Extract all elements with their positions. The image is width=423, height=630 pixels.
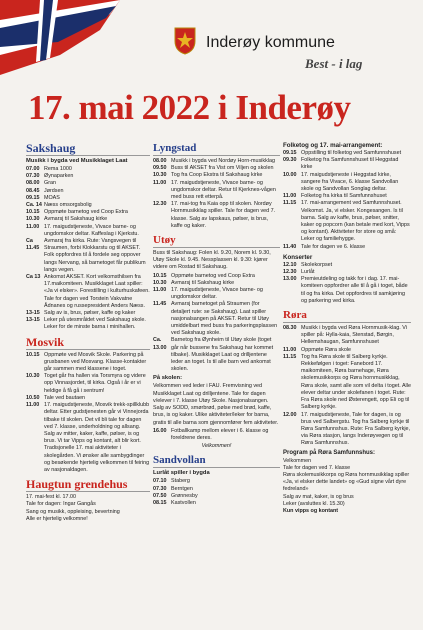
schedule-time: 08.30 — [283, 325, 297, 332]
schedule-row — [26, 209, 150, 216]
schedule-time: Ca. 13.00 — [153, 337, 167, 351]
text-line: 17. mai-fest kl. 17.00 — [26, 494, 77, 501]
schedule-time: Ca 13 — [26, 274, 41, 281]
text-line: Leker (avsluttes kl. 15.30) — [283, 500, 345, 507]
schedule-description: Gran — [44, 180, 56, 187]
schedule-row — [283, 200, 411, 243]
schedule-row — [153, 180, 280, 202]
schedule-row — [153, 280, 280, 287]
schedule-row — [26, 195, 150, 202]
schedule-rora — [283, 325, 411, 447]
schedule-row — [283, 193, 411, 200]
schedule-description: Oppmøte ved Mosvik Skole. Parkering på grusbanen ved Mosvang. Klasse-kontakter går sammen med klassene i toget. — [44, 351, 147, 373]
schedule-row — [283, 172, 411, 194]
schedule-time: 11.45 — [153, 301, 167, 308]
schedule-mosvik — [26, 352, 150, 474]
tagline: Best - i lag — [305, 56, 363, 71]
schedule-time: 10.15 — [26, 351, 40, 358]
schedule-row — [153, 493, 280, 500]
schedule-row — [283, 325, 411, 347]
schedule-time: 10.15 — [26, 209, 40, 216]
schedule-description: Salg av is, brus, pølser, kaffe og kaker — [44, 310, 136, 317]
schedule-description: Jørdsen — [44, 187, 64, 194]
schedule-utoy — [153, 273, 280, 374]
schedule-time: 08.45 — [26, 187, 40, 194]
schedule-row — [26, 317, 150, 331]
schedule-time: 12.30 — [283, 269, 297, 276]
text-line: Tale for dagen: Ingar Gangås — [26, 501, 96, 508]
section-heading-mosvik: Mosvik — [26, 336, 150, 350]
schedule-time: 09.15 — [26, 194, 40, 201]
schedule-row — [26, 395, 150, 402]
schedule-description: Grønnesby — [171, 492, 198, 499]
schedule-description: Leker på utesmråidet ved Sakshaug skole. Leker for de minste barna i minihallen. — [44, 317, 146, 331]
section-heading-rora: Røra — [283, 309, 411, 323]
subheading-rora-program: Program på Røra Samfunnshus: — [283, 449, 376, 456]
column-right — [283, 138, 411, 628]
schedule-row — [283, 157, 411, 171]
schedule-row — [26, 274, 150, 310]
schedule-time: 07.00 — [26, 166, 40, 172]
schedule-row — [153, 428, 280, 442]
schedule-description: 17. mai-tog fra Kaia opp til skolen. Nordøy Hornmusikklag spiller. Tale for dagen ved 7. klasse. Salg av lapskaus, pølser, is brus, kaffe og kaker. — [171, 201, 276, 229]
schedule-description: Buss til AKSET fra Vist om Viljen og skolen — [171, 165, 274, 172]
schedule-description: 17. maigudstjeneste, Tale for dagen, is og brus ved Salbergstu. Tog fra Salberg kyrkje til Røra Samfunnshus. Rute: Fra Salberg kyrkje, via Røra stasjon, langs Inderøyvegen og til Røra Samfunnshus. — [301, 411, 411, 447]
schedule-description: Musikk i bygda ved Røra Hornmusik-klag. Vi spiller på: Hylla-kaia, Stenstad, Børgin, Hellemshaugan, Samfunnshuset — [301, 325, 407, 346]
schedule-description: MOAS — [44, 194, 60, 201]
schedule-row — [26, 373, 150, 395]
schedule-description: Tale ved bautaen — [44, 394, 86, 401]
schedule-row — [26, 180, 150, 187]
text-line: Kun vipps og kontant — [283, 507, 339, 514]
schedule-row — [26, 202, 150, 209]
schedule-description: Næss omsorgsbolig — [44, 202, 92, 209]
schedule-description: Avmarsj barnetoget på Straumen (for detaljert rute: se Sakshaug). Laat spiller nasjonalsangen på AKSET. Retur til Utøy umiddelbart med buss fra parkeringsplassen ved Sakshaug skole. — [171, 301, 278, 337]
schedule-description: Øynaparken — [44, 173, 74, 180]
schedule-row — [153, 201, 280, 230]
schedule-row — [283, 412, 411, 448]
schedule-row — [283, 262, 411, 269]
subheading-lurlat: Lurlåt spiller i bygda — [153, 470, 210, 477]
schedule-row — [153, 172, 280, 179]
schedule-description: Avmarsj til Sakshaug kirke — [171, 279, 235, 286]
municipality-name: Inderøy kommune — [206, 34, 335, 51]
text-line: Salg av mat, kaker, is og brus — [283, 493, 354, 500]
utoy-bus-info: Buss til Sakshaug: Folen kl. 9.20, Norem kl. 9.30, Utøy Skole kl. 9.45. Nessplassen kl. 9.30: kjører videre om Rostad til Sakshaug. — [153, 250, 271, 271]
schedule-time: 07.50 — [153, 492, 167, 499]
municipality-crest-icon — [174, 27, 196, 55]
section-heading-sandvollan: Sandvollan — [153, 454, 280, 468]
section-heading-utoy: Utøy — [153, 234, 280, 248]
schedule-time: 08.00 — [153, 158, 167, 164]
schedule-utoy-afternoon — [153, 428, 280, 442]
schedule-description: Oppmøte barnetog ved Coop Extra — [171, 272, 255, 279]
schedule-row — [153, 478, 280, 485]
schedule-sandvollan — [153, 478, 280, 507]
schedule-row — [153, 301, 280, 337]
schedule-description: Oppmøte Røra skole — [301, 346, 352, 353]
text-line: Røra skolemusikkorps og Røra hornmusikklag spiller «Ja, vi elsker dette landet» og «Gud signe vårt dyre fedreland» — [283, 471, 410, 493]
subheading-konserter: Konserter — [283, 253, 313, 261]
schedule-time: Ca. 14 — [26, 202, 42, 209]
schedule-description: 17. mai-arrangement ved Samfunnshuset. Velkomst. Ja, vi elsker. Kongesangen. Is til barna. Salg av kaffe, brus, pølser, snitter, kaker og popcorn (kan betale med kort, Vipps og kontant). Aktiviteter for store og små: Leker og familiehygge. — [301, 200, 410, 243]
schedule-time: 11.00 — [283, 193, 297, 200]
schedule-time: 11.00 — [153, 179, 167, 186]
schedule-description: Berntgen — [171, 485, 193, 492]
schedule-description: Tog fra Røra skole til Salberg kyrkje. Rekkefølgen i toget: Fanebord 17. maikomiteen, Røra barnehage, Røra skolemusikkorps og Røra hornmusikklag, Røra skole, samt alle som vil delta i toget. Alle elever deltar under skolefanen i toget. Rute: Fra Røra skole ned Østerengett, opp Eli og til Salberg kyrkje. — [301, 353, 411, 411]
schedule-description: 17. maigudstjeneste, Vivace barne- og ungdomskor deltar. — [171, 287, 263, 301]
section-heading-sakshaug: Sakshaug — [26, 142, 150, 156]
schedule-time: 07.30 — [26, 173, 40, 180]
schedule-row — [153, 486, 280, 493]
schedule-description: 17. maigudstjeneste i Heggstad kirke, sangere fra Vivace, 6. klasse Sandvollan skole og Sandvollan Songlag deltar. — [301, 171, 399, 193]
rora-program — [283, 458, 411, 516]
schedule-description: Premieutdeling og takk for i dag. 17. mai-komiteen oppfordrer alle til å gå i toget, både til og fra kirka. Det oppfordres til samkjøring og parkering ved kirka. — [301, 276, 408, 304]
schedule-row — [153, 165, 280, 172]
schedule-description: Avmarsj til Sakshaug kirke — [44, 216, 108, 223]
schedule-description: Tale for dagen ve 6. klasse — [301, 243, 366, 250]
schedule-description: Tog fra Coop Ekstra til Sakshaug kirke — [171, 172, 263, 179]
schedule-description: Toget går fra hallen via Torsmyra og videre opp Vinnasjordet, til kirka. Også i år er vi heldige å få gå i sentrum! — [44, 373, 146, 394]
schedule-description: Tradisjonelle 17. mai aktiviteter i skolegården. Vi ønsker alle sambygdinger og besøkende hjertelig velkommen til feiring av nasjonaldagen. — [44, 445, 150, 473]
norwegian-flag-image — [0, 0, 120, 75]
schedule-time: 13.00 — [283, 276, 297, 283]
schedule-time: 13-15 — [26, 317, 40, 324]
schedule-time: 10.15 — [153, 272, 167, 279]
schedule-row — [283, 347, 411, 354]
schedule-description: Ankomst AKSET. Kort velkomsthilsen fra 17.maikomiteen. Musikklaget Laat spiller: «Ja vi elsker». Forestilling i kulturhuskafeen. Tale for dagen ved Torstein Vakvatne Ådnanes og russepresident Anders Næss. — [44, 274, 150, 309]
schedule-description: Barnetog fra Øynheim til Utøy skole (toget går når bussene fra Sakshaug har kommet tilbake). Musikklaget Laat og drilljentene leder an toget. Is til alle barn ved ankomst skolen. — [171, 337, 274, 373]
schedule-lyngstad — [153, 158, 280, 230]
schedule-time: 10.30 — [26, 216, 40, 223]
schedule-folketog — [283, 150, 411, 251]
subheading-musikk-sakshaug: Musikk i bygda ved Musikklaget Laat — [26, 158, 128, 164]
schedule-description: 17. maigudstjeneste, Vivace barne- og ungdomskor deltar. Kaffeslag i Kjerkstu. — [44, 223, 139, 237]
schedule-row — [153, 273, 280, 280]
schedule-description: 17. maigudstjeneste, Mosvik trekk-spillklubb deltar. Etter gudstjenesten går vi Vinnejorda tilbake til skolen. Det vil bli tale for dagen ved 7. klasse, underholdning og allsang. Salg av mitter, kaker, kaffe, pølser, is og brus. Vi tar Vipps og kontant, alt blir kort. — [44, 402, 150, 445]
utoy-closing: Velkommen! — [201, 443, 232, 450]
text-line: Alle er hjertelig velkomne! — [26, 515, 88, 522]
schedule-row — [283, 244, 411, 251]
schedule-description: Folketog fra kirka til Samfunnshuset — [301, 193, 387, 200]
column-middle — [153, 138, 280, 628]
schedule-description: Skolekorpset — [301, 261, 333, 268]
schedule-time: 11.40 — [283, 243, 297, 250]
schedule-time: 12.00 — [283, 411, 297, 418]
schedule-time: 08.15 — [153, 499, 167, 506]
schedule-description: Rema 1000 — [44, 166, 72, 172]
schedule-time: 11.00 — [26, 402, 40, 409]
subheading-pa-skolen: På skolen: — [153, 375, 182, 382]
schedule-time: Ca 11.45 — [26, 238, 40, 252]
schedule-row — [26, 224, 150, 238]
schedule-row — [26, 402, 150, 445]
schedule-row — [283, 269, 411, 276]
subheading-folketog: Folketog og 17. mai-arrangement: — [283, 142, 383, 149]
schedule-description: Musikk i bygda ved Nordøy Horn-musikklag — [171, 158, 275, 164]
schedule-description: Oppmøte barnetog ved Coop Extra — [44, 209, 128, 216]
schedule-time: 07.10 — [153, 478, 167, 485]
schedule-description: Avmarsj fra kirka. Rute: Vangsvegen til Straumen, forbi Klokkarstu og til AKSET. Folk oppfordres til å fordele seg oppover langs Nervang, så barnetoget får publikum langs vegen. — [44, 238, 146, 273]
schedule-row — [26, 166, 150, 173]
schedule-time: 12.10 — [283, 261, 297, 268]
schedule-row — [153, 287, 280, 301]
schedule-row — [283, 354, 411, 412]
schedule-time: 16.00 — [153, 427, 167, 434]
schedule-time: 10.00 — [283, 171, 297, 178]
schedule-description: Oppstilling til folketog ved Samfunnshuset — [301, 150, 402, 156]
schedule-time: 12.30 — [153, 201, 167, 208]
schedule-time: 10.30 — [26, 373, 40, 380]
schedule-time: 10.50 — [26, 394, 40, 401]
schedule-description: Fotballkamp mellom elever i 6. klasse og foreldrene deres. — [171, 427, 269, 441]
schedule-time: 09.30 — [283, 157, 297, 164]
schedule-description: Folketog fra Samfunnshuset til Heggstad kirke — [301, 157, 399, 171]
schedule-time: 09.15 — [283, 150, 297, 156]
schedule-row — [26, 352, 150, 374]
text-line: Sang og musikk, oppleising, bevertning — [26, 508, 120, 515]
schedule-row — [153, 500, 280, 507]
schedule-description: Staberg — [171, 478, 190, 485]
schedule-time: 10.30 — [153, 279, 167, 286]
schedule-row — [283, 276, 411, 305]
schedule-row — [26, 173, 150, 180]
text-line: Tale for dagen ved 7. klasse — [283, 464, 351, 471]
schedule-row — [283, 150, 411, 157]
schedule-time: 11.15 — [283, 353, 297, 360]
schedule-time: 11.00 — [153, 287, 167, 294]
schedule-konserter — [283, 262, 411, 305]
schedule-time: 07.30 — [153, 485, 167, 492]
schedule-time: 13-15 — [26, 310, 40, 317]
schedule-row — [26, 216, 150, 223]
schedule-row — [153, 158, 280, 165]
section-heading-lyngstad: Lyngstad — [153, 142, 280, 156]
schedule-row — [26, 238, 150, 274]
schedule-time: 10.30 — [153, 172, 167, 179]
utoy-school-info: Velkommen ved leder i FAU. Fremvisning ved Musikklaget Laat og drilljentene. Tale for dagen v/elever i 7. klasse Utøy Skole. Nasjonalsangen. Salg av SODD, smørbrød, pølse med brød, kaffe, brus, is og kaker. Ulike aktiviteter/leker for barna, gratis til alle barna som gjennomfører fem aktiviteter. — [153, 383, 279, 426]
schedule-time — [26, 445, 44, 474]
schedule-row — [26, 445, 150, 474]
text-line: Velkommen — [283, 457, 312, 464]
haugtun-details — [26, 494, 150, 523]
schedule-time: 08.00 — [26, 180, 40, 187]
schedule-time: 11.15 — [283, 200, 297, 207]
schedule-sakshaug — [26, 166, 150, 332]
schedule-time: 09.50 — [153, 165, 167, 172]
schedule-time: 11.00 — [283, 346, 297, 353]
schedule-description: Kastvollen — [171, 499, 196, 506]
section-heading-haugtun: Haugtun grendehus — [26, 478, 150, 492]
page-title: 17. mai 2022 i Inderøy — [28, 88, 351, 127]
schedule-row — [153, 337, 280, 373]
schedule-row — [26, 188, 150, 195]
column-left — [26, 138, 150, 628]
schedule-description: Lurlåt — [301, 269, 315, 276]
schedule-description: 17. maigudstjeneste, Vivace barne- og ungdomskor deltar. Retur til Kjerknes-vågen med buss rett etterpå. — [171, 179, 276, 201]
schedule-time: 11.00 — [26, 223, 40, 230]
